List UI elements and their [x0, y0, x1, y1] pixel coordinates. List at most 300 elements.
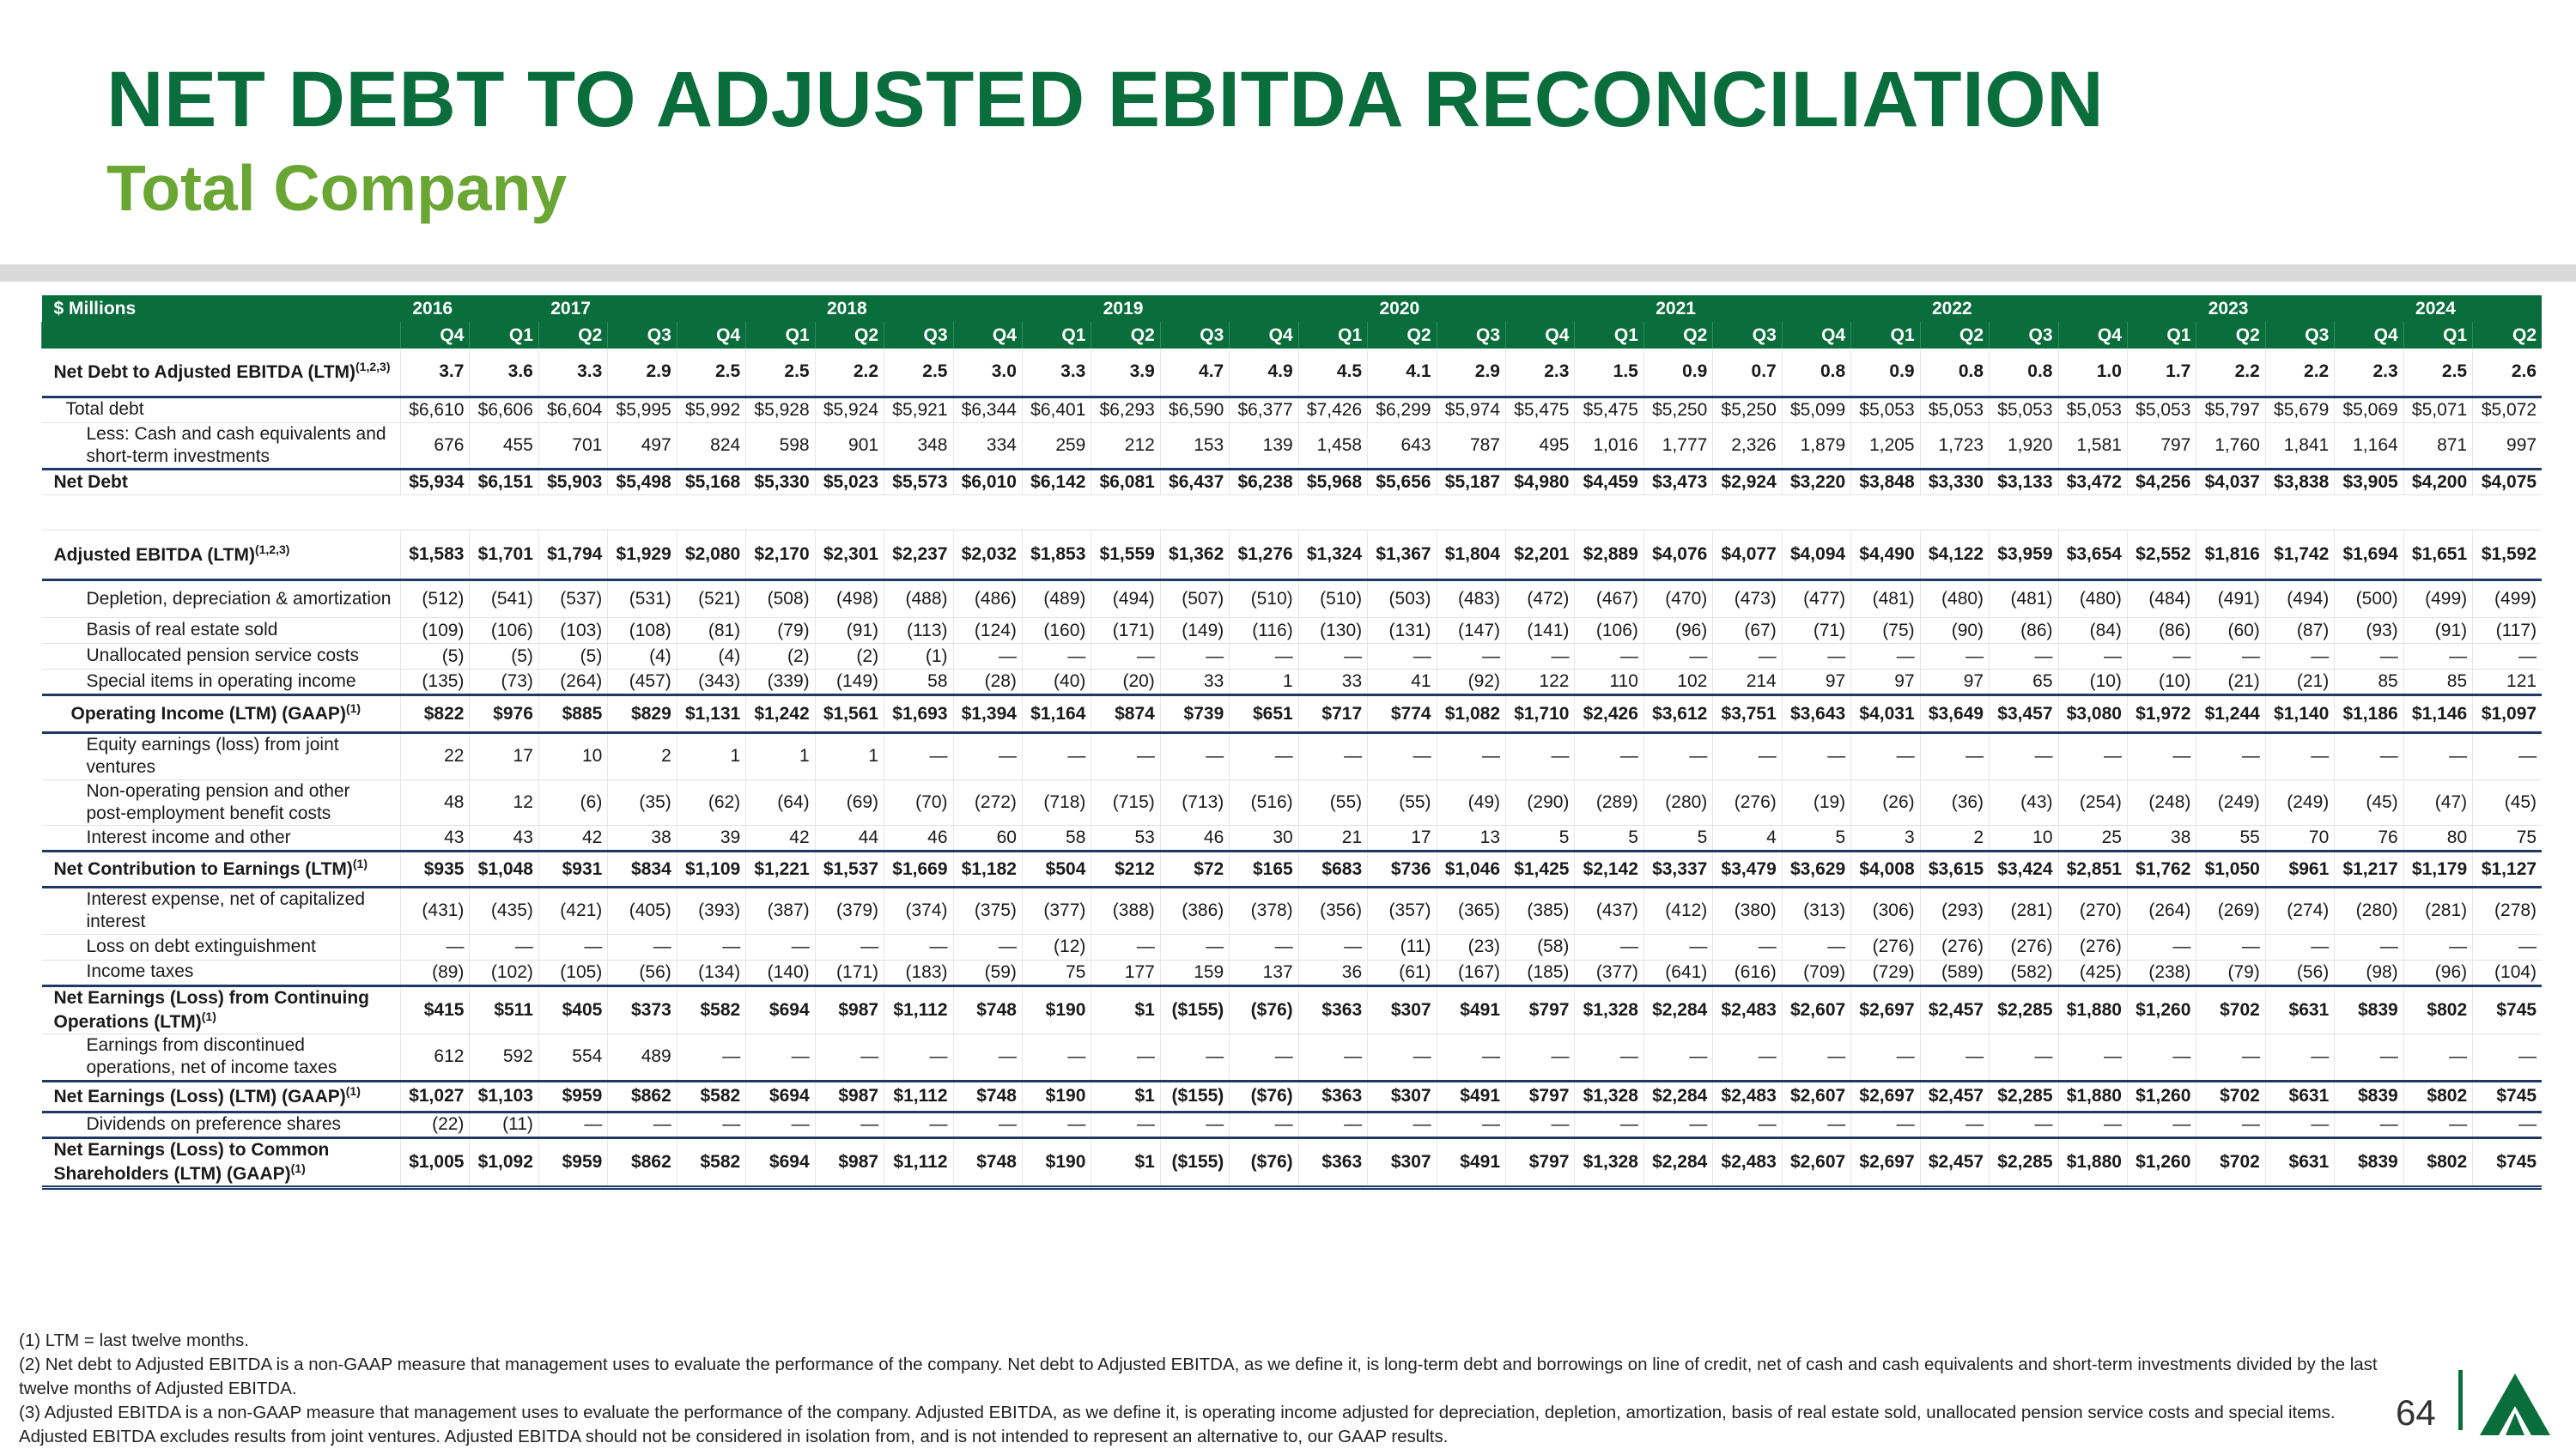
value-cell: —: [2058, 1034, 2127, 1082]
value-cell: 2: [1920, 826, 1989, 852]
value-cell: $631: [2265, 985, 2334, 1034]
value-cell: 42: [538, 826, 607, 852]
value-cell: 1,760: [2196, 422, 2265, 470]
value-cell: $6,238: [1230, 470, 1298, 495]
value-cell: 177: [1091, 960, 1160, 985]
value-cell: 58: [884, 670, 953, 695]
value-cell: (43): [1990, 779, 2058, 826]
value-cell: (290): [1506, 779, 1575, 826]
row-label-text: Net Earnings (Loss) from Continuing Operations (LTM): [53, 987, 369, 1032]
value-cell: [1368, 495, 1437, 530]
row-label: [42, 1137, 401, 1188]
value-cell: (141): [1506, 618, 1575, 644]
value-cell: (113): [884, 618, 953, 644]
value-cell: ($155): [1160, 985, 1229, 1034]
value-cell: (254): [2058, 779, 2127, 826]
value-cell: $3,615: [1920, 852, 1989, 888]
value-cell: —: [2473, 644, 2542, 670]
value-cell: $1,046: [1437, 852, 1505, 888]
value-cell: —: [746, 934, 815, 960]
value-cell: [746, 495, 815, 530]
value-cell: —: [1851, 733, 1920, 780]
quarter-header-cell: Q2: [1920, 322, 1989, 349]
value-cell: 22: [401, 733, 470, 780]
value-cell: 2.3: [1506, 349, 1575, 397]
value-cell: —: [1713, 1112, 1782, 1137]
value-cell: (412): [1643, 888, 1712, 935]
value-cell: $6,344: [953, 397, 1022, 422]
footnote-1: (1) LTM = last twelve months.: [19, 1331, 249, 1350]
value-cell: $1,112: [884, 985, 953, 1034]
value-cell: $745: [2473, 1137, 2542, 1188]
value-cell: (71): [1782, 618, 1850, 644]
footnote-ref: (1): [345, 701, 361, 716]
value-cell: $5,071: [2403, 397, 2472, 422]
value-cell: (130): [1298, 618, 1367, 644]
value-cell: $885: [538, 695, 607, 733]
value-cell: —: [2335, 1112, 2403, 1137]
value-cell: —: [1575, 1112, 1643, 1137]
value-cell: (35): [608, 779, 677, 826]
quarter-header-cell: Q1: [1022, 322, 1091, 349]
table-row: [42, 644, 2543, 670]
value-cell: (79): [746, 618, 815, 644]
value-cell: ($155): [1160, 1081, 1229, 1112]
value-cell: (356): [1298, 888, 1367, 935]
value-cell: $4,075: [2473, 470, 2542, 495]
value-cell: $4,076: [1643, 530, 1712, 580]
value-cell: $748: [953, 985, 1022, 1034]
value-cell: 33: [1160, 670, 1229, 695]
value-cell: ($155): [1160, 1137, 1229, 1188]
value-cell: (499): [2403, 580, 2472, 618]
value-cell: (425): [2058, 960, 2127, 985]
value-cell: —: [2265, 934, 2334, 960]
value-cell: (264): [538, 670, 607, 695]
value-cell: (357): [1368, 888, 1437, 935]
value-cell: (339): [746, 670, 815, 695]
value-cell: $839: [2335, 985, 2403, 1034]
value-cell: (477): [1782, 580, 1850, 618]
value-cell: [401, 495, 470, 530]
value-cell: $2,697: [1851, 1081, 1920, 1112]
row-label: [42, 1081, 401, 1112]
value-cell: (183): [884, 960, 953, 985]
value-cell: (248): [2127, 779, 2196, 826]
value-cell: (467): [1575, 580, 1643, 618]
value-cell: $2,301: [815, 530, 884, 580]
value-cell: $2,552: [2127, 530, 2196, 580]
row-label-text: Unallocated pension service costs: [86, 646, 360, 666]
row-label: [42, 960, 401, 985]
value-cell: (147): [1437, 618, 1505, 644]
value-cell: $829: [608, 695, 677, 733]
row-label-text: Less: Cash and cash equivalents and short-term investments: [86, 423, 386, 466]
value-cell: —: [2265, 733, 2334, 780]
table-row: [42, 985, 2543, 1034]
value-cell: $4,122: [1920, 530, 1989, 580]
year-header-cell: [677, 295, 745, 322]
value-cell: (102): [470, 960, 538, 985]
value-cell: (510): [1230, 580, 1298, 618]
value-cell: 2,326: [1713, 422, 1782, 470]
table-row: [42, 670, 2543, 695]
value-cell: —: [1782, 1034, 1850, 1082]
value-cell: 60: [953, 826, 1022, 852]
row-label: [42, 695, 401, 733]
value-cell: —: [1920, 1112, 1989, 1137]
value-cell: (69): [815, 779, 884, 826]
value-cell: 85: [2335, 670, 2403, 695]
row-label-text: Income taxes: [86, 961, 194, 982]
value-cell: 2.5: [884, 349, 953, 397]
value-cell: (494): [1091, 580, 1160, 618]
value-cell: 643: [1368, 422, 1437, 470]
value-cell: (537): [538, 580, 607, 618]
tree-logo-icon: [2478, 1372, 2552, 1437]
value-cell: —: [1713, 733, 1782, 780]
value-cell: $5,053: [1990, 397, 2058, 422]
value-cell: $3,905: [2335, 470, 2403, 495]
value-cell: (84): [2058, 618, 2127, 644]
value-cell: $1,559: [1091, 530, 1160, 580]
value-cell: $987: [815, 1081, 884, 1112]
value-cell: $2,483: [1713, 1137, 1782, 1188]
value-cell: 36: [1298, 960, 1367, 985]
value-cell: $504: [1022, 852, 1091, 888]
value-cell: $1,794: [538, 530, 607, 580]
value-cell: 102: [1643, 670, 1712, 695]
quarter-header-cell: Q2: [2196, 322, 2265, 349]
value-cell: $1,260: [2127, 1137, 2196, 1188]
value-cell: (249): [2265, 779, 2334, 826]
footnote-ref: (1,2,3): [254, 542, 290, 556]
value-cell: [2335, 495, 2403, 530]
year-header-cell: [953, 295, 1022, 322]
value-cell: (481): [1990, 580, 2058, 618]
value-cell: [677, 495, 745, 530]
value-cell: 5: [1643, 826, 1712, 852]
value-cell: ($76): [1230, 1137, 1298, 1188]
value-cell: $1,140: [2265, 695, 2334, 733]
row-label-text: Depletion, depreciation & amortization: [86, 588, 392, 609]
value-cell: $1,109: [677, 852, 745, 888]
value-cell: (293): [1920, 888, 1989, 935]
value-cell: —: [1230, 733, 1298, 780]
value-cell: $3,643: [1782, 695, 1850, 733]
table-row: [42, 580, 2543, 618]
value-cell: $702: [2196, 1081, 2265, 1112]
quarter-header-cell: Q4: [2335, 322, 2403, 349]
value-cell: ($76): [1230, 985, 1298, 1034]
value-cell: (377): [1575, 960, 1643, 985]
value-cell: (249): [2196, 779, 2265, 826]
value-cell: (272): [953, 779, 1022, 826]
value-cell: $4,980: [1506, 470, 1575, 495]
value-cell: (5): [538, 644, 607, 670]
value-cell: (276): [2058, 934, 2127, 960]
value-cell: $1,260: [2127, 985, 2196, 1034]
value-cell: $2,483: [1713, 1081, 1782, 1112]
quarter-header-cell: Q1: [1298, 322, 1367, 349]
row-label: [42, 470, 401, 495]
value-cell: $4,200: [2403, 470, 2472, 495]
value-cell: [1990, 495, 2058, 530]
value-cell: 44: [815, 826, 884, 852]
row-label: [42, 530, 401, 580]
value-cell: 4.9: [1230, 349, 1298, 397]
quarter-header-cell: Q4: [953, 322, 1022, 349]
value-cell: $7,426: [1298, 397, 1367, 422]
value-cell: $3,479: [1713, 852, 1782, 888]
value-cell: $3,848: [1851, 470, 1920, 495]
value-cell: 676: [401, 422, 470, 470]
value-cell: (5): [401, 644, 470, 670]
value-cell: —: [2196, 934, 2265, 960]
row-label: [42, 985, 401, 1034]
value-cell: 65: [1990, 670, 2058, 695]
value-cell: $1,583: [401, 530, 470, 580]
row-label: [42, 495, 401, 530]
value-cell: —: [1022, 1034, 1091, 1082]
value-cell: —: [1091, 934, 1160, 960]
quarter-header-cell: Q1: [1575, 322, 1643, 349]
value-cell: (106): [470, 618, 538, 644]
value-cell: 0.7: [1713, 349, 1782, 397]
value-cell: —: [1575, 1034, 1643, 1082]
value-cell: (47): [2403, 779, 2472, 826]
value-cell: $5,934: [401, 470, 470, 495]
value-cell: —: [1851, 1112, 1920, 1137]
value-cell: —: [1851, 644, 1920, 670]
value-cell: $1,005: [401, 1137, 470, 1188]
value-cell: $5,475: [1575, 397, 1643, 422]
value-cell: 2.6: [2473, 349, 2542, 397]
value-cell: (457): [608, 670, 677, 695]
value-cell: (238): [2127, 960, 2196, 985]
quarter-header-cell: Q4: [1782, 322, 1850, 349]
value-cell: —: [1298, 733, 1367, 780]
value-cell: $3,959: [1990, 530, 2058, 580]
value-cell: $6,401: [1022, 397, 1091, 422]
value-cell: —: [677, 1034, 745, 1082]
value-cell: (135): [401, 670, 470, 695]
value-cell: 4.5: [1298, 349, 1367, 397]
value-cell: $2,851: [2058, 852, 2127, 888]
value-cell: $4,037: [2196, 470, 2265, 495]
value-cell: [884, 495, 953, 530]
table-row: [42, 826, 2543, 852]
value-cell: $72: [1160, 852, 1229, 888]
value-cell: [2473, 495, 2542, 530]
row-label: [42, 888, 401, 935]
value-cell: [608, 495, 677, 530]
value-cell: [470, 495, 538, 530]
value-cell: (20): [1091, 670, 1160, 695]
value-cell: 1,458: [1298, 422, 1367, 470]
value-cell: $2,457: [1920, 985, 1989, 1034]
value-cell: $5,250: [1713, 397, 1782, 422]
value-cell: $5,573: [884, 470, 953, 495]
value-cell: —: [1782, 733, 1850, 780]
value-cell: $511: [470, 985, 538, 1034]
value-cell: (541): [470, 580, 538, 618]
value-cell: (70): [884, 779, 953, 826]
value-cell: [2403, 495, 2472, 530]
row-label: [42, 670, 401, 695]
value-cell: (90): [1920, 618, 1989, 644]
value-cell: $1,328: [1575, 985, 1643, 1034]
value-cell: —: [815, 1034, 884, 1082]
value-cell: (388): [1091, 888, 1160, 935]
value-cell: 159: [1160, 960, 1229, 985]
value-cell: (40): [1022, 670, 1091, 695]
value-cell: $582: [677, 985, 745, 1034]
value-cell: 21: [1298, 826, 1367, 852]
year-header-cell: 2023: [2196, 295, 2265, 322]
value-cell: (281): [2403, 888, 2472, 935]
value-cell: $2,284: [1643, 1081, 1712, 1112]
value-cell: $1,694: [2335, 530, 2403, 580]
value-cell: —: [1920, 733, 1989, 780]
value-cell: (512): [401, 580, 470, 618]
value-cell: 39: [677, 826, 745, 852]
value-cell: (4): [677, 644, 745, 670]
value-cell: (484): [2127, 580, 2196, 618]
quarter-header-cell: Q1: [746, 322, 815, 349]
value-cell: —: [815, 1112, 884, 1137]
value-cell: —: [1990, 1112, 2058, 1137]
year-header-cell: [2473, 295, 2542, 322]
value-cell: 75: [2473, 826, 2542, 852]
value-cell: (36): [1920, 779, 1989, 826]
value-cell: —: [538, 934, 607, 960]
value-cell: $5,330: [746, 470, 815, 495]
value-cell: —: [2127, 1034, 2196, 1082]
value-cell: $2,607: [1782, 1081, 1850, 1112]
row-label-text: Loss on debt extinguishment: [86, 936, 316, 956]
row-label-text: Dividends on preference shares: [86, 1113, 342, 1134]
table-row: [42, 618, 2543, 644]
value-cell: —: [1437, 1112, 1505, 1137]
value-cell: 0.8: [1990, 349, 2058, 397]
value-cell: —: [1160, 1034, 1229, 1082]
value-cell: $1,328: [1575, 1081, 1643, 1112]
year-header-cell: 2018: [815, 295, 884, 322]
year-header-cell: [2127, 295, 2196, 322]
value-cell: $5,053: [1920, 397, 1989, 422]
value-cell: $5,924: [815, 397, 884, 422]
value-cell: (108): [608, 618, 677, 644]
value-cell: $6,604: [538, 397, 607, 422]
value-cell: —: [1643, 1034, 1712, 1082]
value-cell: (55): [1368, 779, 1437, 826]
value-cell: (167): [1437, 960, 1505, 985]
value-cell: 30: [1230, 826, 1298, 852]
value-cell: (73): [470, 670, 538, 695]
value-cell: $1,367: [1368, 530, 1437, 580]
page-title: NET DEBT TO ADJUSTED EBITDA RECONCILIATION: [106, 56, 2105, 143]
value-cell: (500): [2335, 580, 2403, 618]
value-cell: $1,701: [470, 530, 538, 580]
value-cell: 1: [1230, 670, 1298, 695]
value-cell: —: [884, 1112, 953, 1137]
quarter-header-cell: Q4: [2058, 322, 2127, 349]
row-label-text: Special items in operating income: [86, 670, 356, 691]
value-cell: $5,498: [608, 470, 677, 495]
row-label-text: Basis of real estate sold: [86, 620, 278, 640]
value-cell: —: [2335, 733, 2403, 780]
value-cell: (393): [677, 888, 745, 935]
value-cell: —: [1920, 644, 1989, 670]
value-cell: 4.7: [1160, 349, 1229, 397]
value-cell: 2.2: [815, 349, 884, 397]
value-cell: (106): [1575, 618, 1643, 644]
value-cell: 25: [2058, 826, 2127, 852]
value-cell: —: [2265, 1112, 2334, 1137]
value-cell: $307: [1368, 985, 1437, 1034]
value-cell: $307: [1368, 1081, 1437, 1112]
table-row: [42, 470, 2543, 495]
value-cell: 1,777: [1643, 422, 1712, 470]
row-label: [42, 397, 401, 422]
row-label: [42, 779, 401, 826]
value-cell: (91): [2403, 618, 2472, 644]
value-cell: $1,762: [2127, 852, 2196, 888]
value-cell: (160): [1022, 618, 1091, 644]
value-cell: $5,072: [2473, 397, 2542, 422]
value-cell: (56): [608, 960, 677, 985]
value-cell: (11): [1368, 934, 1437, 960]
value-cell: $1,651: [2403, 530, 2472, 580]
value-cell: $5,053: [1851, 397, 1920, 422]
value-cell: $3,080: [2058, 695, 2127, 733]
value-cell: $415: [401, 985, 470, 1034]
value-cell: (483): [1437, 580, 1505, 618]
value-cell: —: [1575, 934, 1643, 960]
value-cell: $6,081: [1091, 470, 1160, 495]
value-cell: 5: [1506, 826, 1575, 852]
value-cell: $582: [677, 1081, 745, 1112]
value-cell: 495: [1506, 422, 1575, 470]
value-cell: 10: [538, 733, 607, 780]
value-cell: $5,656: [1368, 470, 1437, 495]
value-cell: 110: [1575, 670, 1643, 695]
value-cell: (472): [1506, 580, 1575, 618]
value-cell: —: [1230, 644, 1298, 670]
value-cell: 10: [1990, 826, 2058, 852]
value-cell: 76: [2335, 826, 2403, 852]
value-cell: $1: [1091, 1081, 1160, 1112]
value-cell: 97: [1851, 670, 1920, 695]
value-cell: (582): [1990, 960, 2058, 985]
value-cell: —: [401, 934, 470, 960]
value-cell: 455: [470, 422, 538, 470]
value-cell: (116): [1230, 618, 1298, 644]
value-cell: —: [1920, 1034, 1989, 1082]
value-cell: $5,475: [1506, 397, 1575, 422]
value-cell: $190: [1022, 1137, 1091, 1188]
value-cell: 1,581: [2058, 422, 2127, 470]
value-cell: 259: [1022, 422, 1091, 470]
table-row: [42, 779, 2543, 826]
row-label: [42, 733, 401, 780]
value-cell: —: [2403, 1034, 2472, 1082]
row-label-text: Net Debt: [53, 471, 128, 492]
value-cell: $3,612: [1643, 695, 1712, 733]
value-cell: $683: [1298, 852, 1367, 888]
value-cell: $1,853: [1022, 530, 1091, 580]
